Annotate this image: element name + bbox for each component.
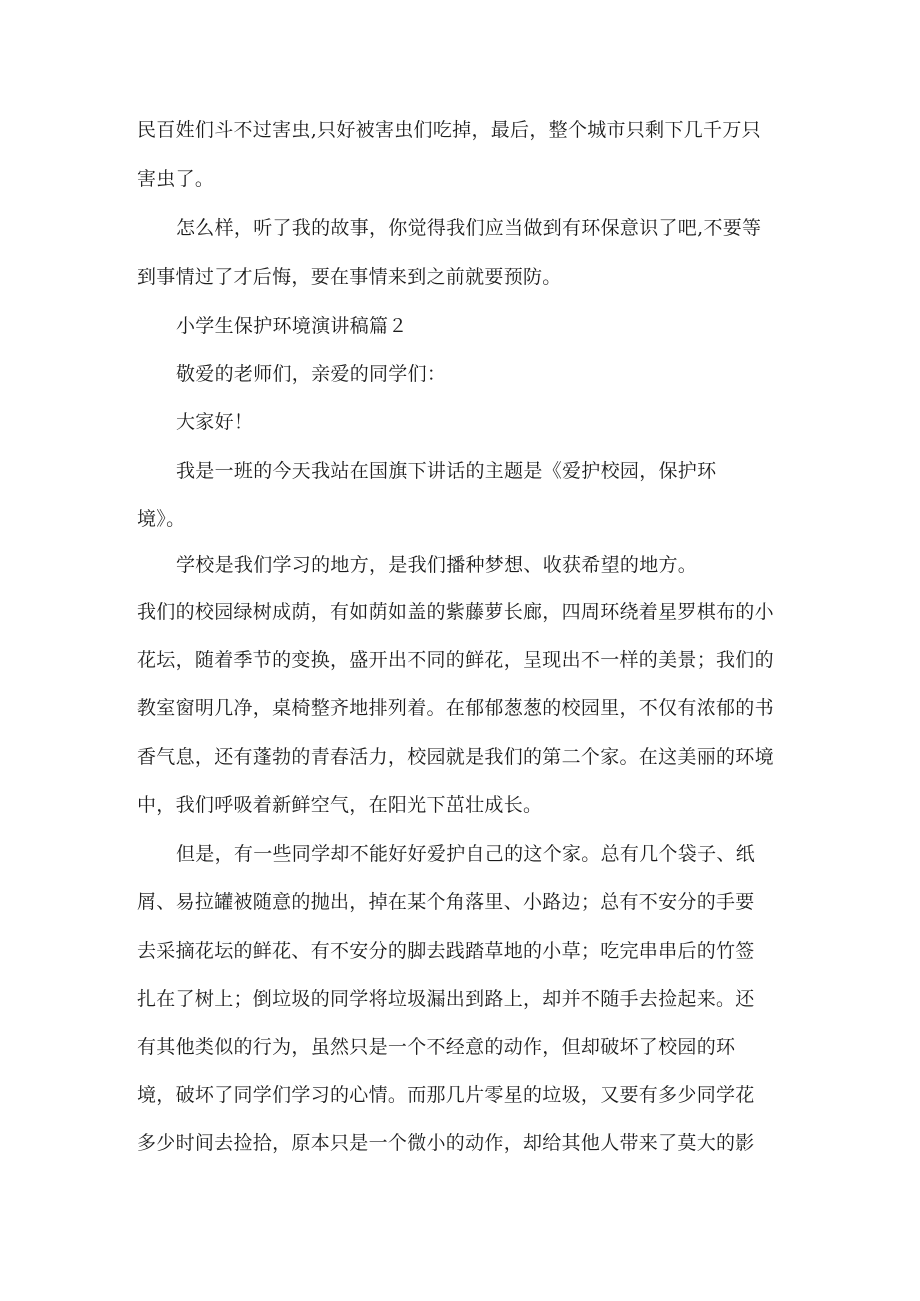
text-line: 境》。 xyxy=(137,508,186,530)
text-line: 怎么样，听了我的故事，你觉得我们应当做到有环保意识了吧,不要等 xyxy=(176,217,762,239)
text-line: 民百姓们斗不过害虫,只好被害虫们吃掉，最后，整个城市只剩下几千万只 xyxy=(137,119,761,141)
section-heading: 小学生保护环境演讲稿篇２ xyxy=(176,315,408,337)
text-line: 境，破坏了同学们学习的心情。而那几片零星的垃圾，又要有多少同学花 xyxy=(137,1084,755,1106)
text-line: 扎在了树上；倒垃圾的同学将垃圾漏出到路上，却并不随手去捡起来。还 xyxy=(137,988,755,1010)
text-line: 去采摘花坛的鲜花、有不安分的脚去践踏草地的小草；吃完串串后的竹签 xyxy=(137,940,755,962)
text-line: 害虫了。 xyxy=(137,168,215,190)
text-line: 花坛，随着季节的变换，盛开出不同的鲜花，呈现出不一样的美景；我们的 xyxy=(137,649,774,671)
text-line: 我是一班的今天我站在国旗下讲话的主题是《爱护校园，保护环 xyxy=(176,460,717,482)
greeting: 大家好！ xyxy=(176,411,254,433)
text-line: 但是，有一些同学却不能好好爱护自己的这个家。总有几个袋子、纸 xyxy=(176,843,756,865)
text-line: 多少时间去捡拾，原本只是一个微小的动作，却给其他人带来了莫大的影 xyxy=(137,1132,755,1154)
text-line: 教室窗明几净，桌椅整齐地排列着。在郁郁葱葱的校园里，不仅有浓郁的书 xyxy=(137,697,774,719)
text-line: 屑、易拉罐被随意的抛出，掉在某个角落里、小路边；总有不安分的手要 xyxy=(137,891,755,913)
text-line: 有其他类似的行为，虽然只是一个不经意的动作，但却破坏了校园的环 xyxy=(137,1036,736,1058)
text-line: 中，我们呼吸着新鲜空气，在阳光下茁壮成长。 xyxy=(137,794,543,816)
text-line: 学校是我们学习的地方，是我们播种梦想、收获希望的地方。 xyxy=(176,554,698,576)
text-line: 香气息，还有蓬勃的青春活力，校园就是我们的第二个家。在这美丽的环境 xyxy=(137,746,774,768)
salutation: 敬爱的老师们，亲爱的同学们： xyxy=(176,363,447,385)
text-line: 到事情过了才后悔，要在事情来到之前就要预防。 xyxy=(137,266,562,288)
text-line: 我们的校园绿树成荫，有如荫如盖的紫藤萝长廊，四周环绕着星罗棋布的小 xyxy=(137,601,774,623)
